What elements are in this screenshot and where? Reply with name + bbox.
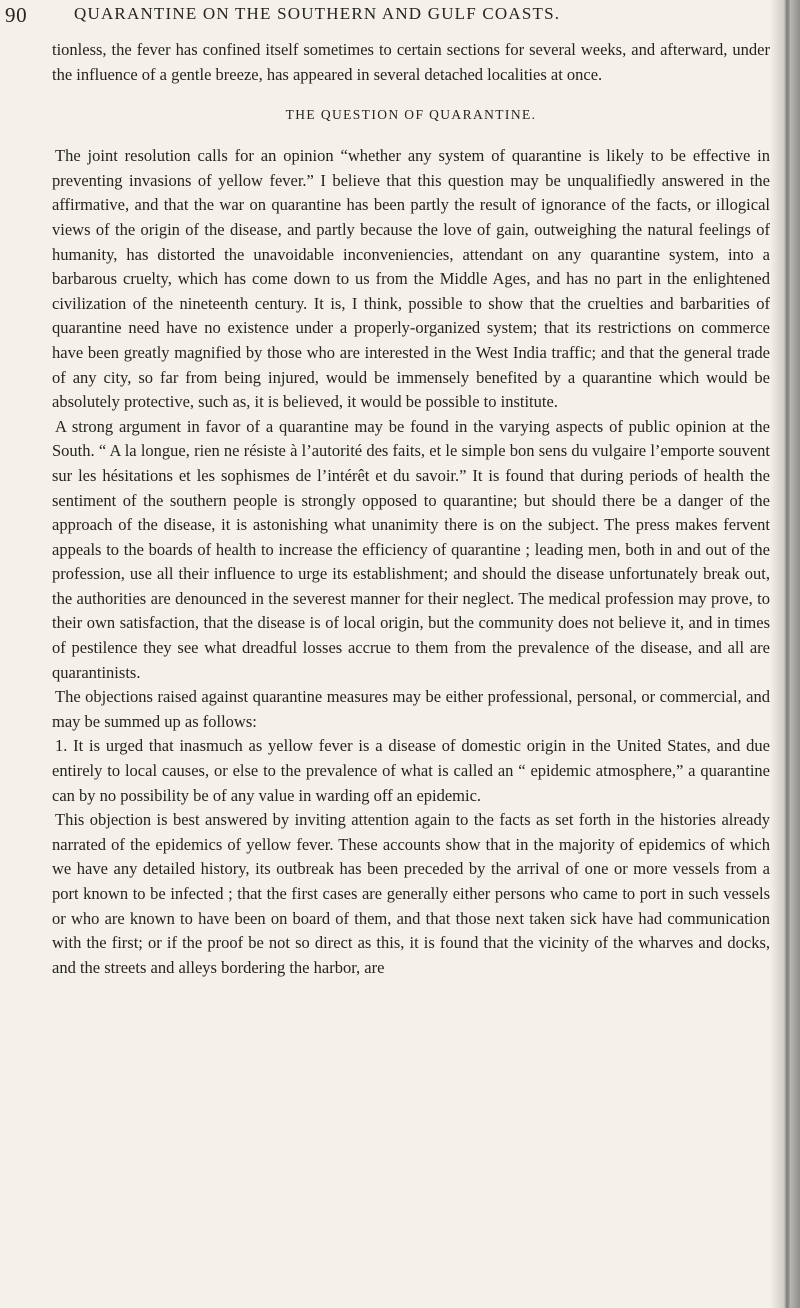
- paragraph: The objections raised against quarantine measures may be either professional, personal, or commercial, and may be summed up as follows:: [52, 687, 770, 731]
- section-heading: THE QUESTION OF QUARANTINE.: [285, 107, 537, 123]
- running-head: [5, 3, 765, 29]
- running-head-title: QUARANTINE ON THE SOUTHERN AND GULF COASTS.: [74, 4, 561, 23]
- paragraph: 1. It is urged that inasmuch as yellow fever is a disease of domestic origin in the United States, and due entirely to local causes, or else to the prevalence of what is called an “ epidemic atmosphere,” a quarantine can by no possibility be of any value in warding off an epidemic.: [52, 736, 770, 805]
- paragraph: A strong argument in favor of a quarantine may be found in the varying aspects of public opinion at the South. “ A la longue, rien ne résiste à l’autorité des faits, et le simple bon sens du vulgaire l’emporte souvent sur les hésitations et les sophismes de l’intérêt et du savoir.” It is found that during periods of health the sentiment of the southern people is strongly opposed to quarantine; but should there be a danger of the approach of the disease, it is astonishing what unanimity there is on the subject. The press makes fervent appeals to the boards of health to increase the efficiency of quarantine ; leading men, both in and out of the profession, use all their influence to urge its establishment; and should the disease unfortunately break out, the authorities are denounced in the severest manner for their neglect. The medical profession may prove, to their own satisfaction, that the disease is of local origin, but the community does not believe it, and in times of pestilence they see what dreadful losses accrue to them from the prevalence of the disease, and all are quarantinists.: [52, 416, 770, 682]
- paragraph: The joint resolution calls for an opinion “whether any system of quarantine is likely to be effective in preventing invasions of yellow fever.” I believe that this question may be unqualifiedly answered in the affirmative, and that the war on quarantine has been partly the result of ignorance of the facts, or illogical views of the origin of the disease, and partly because the love of gain, outweighing the natural feelings of humanity, has distorted the unavoidable inconveniencies, attendant on any quarantine system, into a barbarous cruelty, which has come down to us from the Middle Ages, and has no part in the enlightened civilization of the nineteenth century. It is, I think, possible to show that the cruelties and barbarities of quarantine need have no existence under a properly-organized system; that its restrictions on commerce have been greatly magnified by those who are interested in the West India traffic; and that the general trade of any city, so far from being injured, would be immensely benefited by a quarantine which would be absolutely protective, such as, it is believed, it would be possible to institute.: [52, 146, 770, 412]
- paragraph-continuation: tionless, the fever has confined itself sometimes to certain sections for several weeks, and afterward, under the influence of a gentle breeze, has appeared in several detached localities at once.: [52, 40, 770, 84]
- paragraph: This objection is best answered by inviting attention again to the facts as set forth in the histories already narrated of the epidemics of yellow fever. These accounts show that in the majority of epidemics of which we have any detailed history, its outbreak has been preceded by the arrival of one or more vessels from a port known to be infected ; that the first cases are generally either persons who came to port in such vessels or who are known to have been on board of them, and that those next taken sick have had communication with the first; or if the proof be not so direct as this, it is found that the vicinity of the wharves and docks, and the streets and alleys bordering the harbor, are: [52, 810, 770, 977]
- body-text: [52, 38, 770, 980]
- page-edge-line: [784, 0, 790, 1308]
- page-number: 90: [5, 3, 28, 27]
